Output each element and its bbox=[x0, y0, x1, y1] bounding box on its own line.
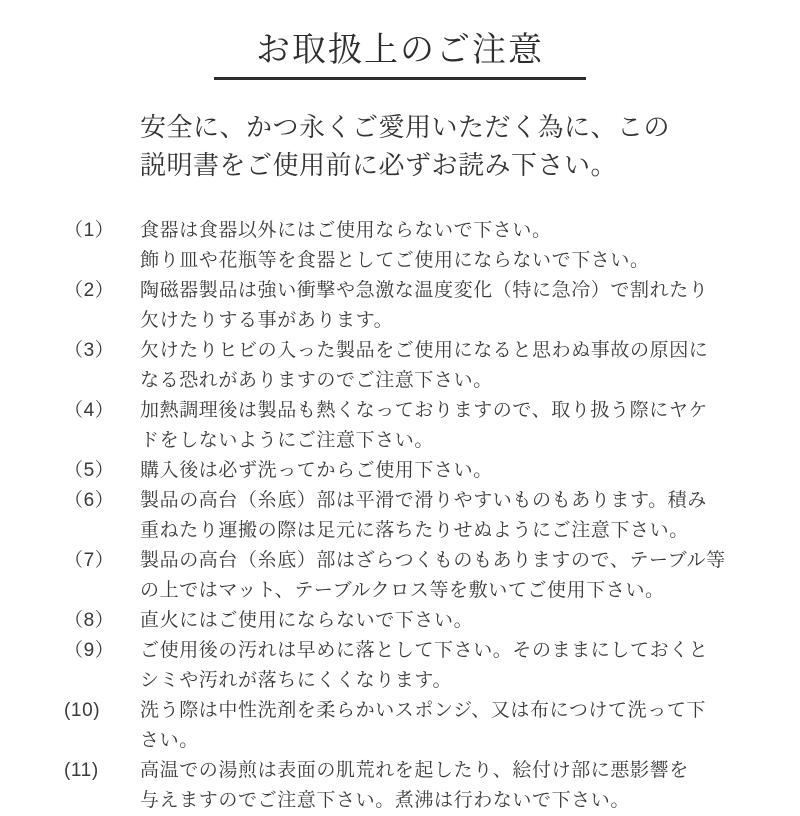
title-section bbox=[0, 0, 800, 80]
note-text bbox=[140, 756, 800, 816]
note-text bbox=[140, 216, 800, 276]
note-line: 洗う際は中性洗剤を柔らかいスポンジ、又は布につけて洗って下 bbox=[140, 700, 707, 721]
note-line: 食器は食器以外にはご使用ならないで下さい。 bbox=[140, 220, 552, 241]
notes-list bbox=[0, 216, 800, 816]
note-line: 購入後は必ず洗ってからご使用下さい。 bbox=[140, 460, 493, 481]
note-text bbox=[140, 606, 800, 636]
note-line: さい。 bbox=[140, 730, 199, 751]
note-number: (11) bbox=[64, 760, 99, 781]
note-line: 製品の高台（糸底）部は平滑で滑りやすいものもあります。積み bbox=[140, 490, 707, 511]
note-item bbox=[0, 696, 800, 756]
note-number: （5） bbox=[64, 460, 115, 481]
note-item bbox=[0, 336, 800, 396]
note-text bbox=[140, 696, 800, 756]
note-number: （4） bbox=[64, 400, 115, 421]
note-item bbox=[0, 636, 800, 696]
note-text bbox=[140, 456, 800, 486]
note-item bbox=[0, 756, 800, 816]
note-text bbox=[140, 636, 800, 696]
note-line: ドをしないようにご注意下さい。 bbox=[140, 430, 435, 451]
intro-line-2: 説明書をご使用前に必ずお読み下さい。 bbox=[140, 150, 618, 180]
note-item bbox=[0, 546, 800, 606]
note-number: （2） bbox=[64, 280, 115, 301]
note-item bbox=[0, 276, 800, 336]
note-number: （9） bbox=[64, 640, 115, 661]
note-line: 陶磁器製品は強い衝撃や急激な温度変化（特に急冷）で割れたり bbox=[140, 280, 709, 301]
intro-text bbox=[140, 108, 800, 184]
note-text bbox=[140, 546, 800, 606]
note-item bbox=[0, 216, 800, 276]
note-line: ご使用後の汚れは早めに落として下さい。そのままにしておくと bbox=[140, 640, 709, 661]
note-line: の上ではマット、テーブルクロス等を敷いてご使用下さい。 bbox=[140, 580, 665, 601]
note-item bbox=[0, 606, 800, 636]
note-text bbox=[140, 336, 800, 396]
note-text bbox=[140, 396, 800, 456]
note-line: 欠けたりヒビの入った製品をご使用になると思わぬ事故の原因に bbox=[140, 340, 709, 361]
note-line: 直火にはご使用にならないで下さい。 bbox=[140, 610, 474, 631]
note-text bbox=[140, 276, 800, 336]
note-line: 飾り皿や花瓶等を食器としてご使用にならないで下さい。 bbox=[140, 250, 650, 271]
intro-line-1: 安全に、かつ永くご愛用いただく為に、この bbox=[140, 112, 671, 142]
note-line: なる恐れがありますのでご注意下さい。 bbox=[140, 370, 493, 391]
note-number: （3） bbox=[64, 340, 115, 361]
note-line: 加熱調理後は製品も熱くなっておりますので、取り扱う際にヤケ bbox=[140, 400, 709, 421]
note-line: 与えますのでご注意下さい。煮沸は行わないで下さい。 bbox=[140, 790, 631, 811]
note-number: （7） bbox=[64, 550, 115, 571]
note-item bbox=[0, 456, 800, 486]
note-number: (10) bbox=[64, 700, 101, 721]
page-title: お取扱上のご注意 bbox=[214, 22, 586, 80]
note-number: （8） bbox=[64, 610, 115, 631]
note-item bbox=[0, 396, 800, 456]
note-number: （1） bbox=[64, 220, 115, 241]
note-line: 欠けたりする事があります。 bbox=[140, 310, 394, 331]
note-line: 製品の高台（糸底）部はざらつくものもありますので、テーブル等 bbox=[140, 550, 726, 571]
note-text bbox=[140, 486, 800, 546]
note-line: 重ねたり運搬の際は足元に落ちたりせぬようにご注意下さい。 bbox=[140, 520, 689, 541]
note-line: 高温での湯煎は表面の肌荒れを起したり、絵付け部に悪影響を bbox=[140, 760, 689, 781]
note-number: （6） bbox=[64, 490, 115, 511]
note-item bbox=[0, 486, 800, 546]
note-line: シミや汚れが落ちにくくなります。 bbox=[140, 670, 453, 691]
